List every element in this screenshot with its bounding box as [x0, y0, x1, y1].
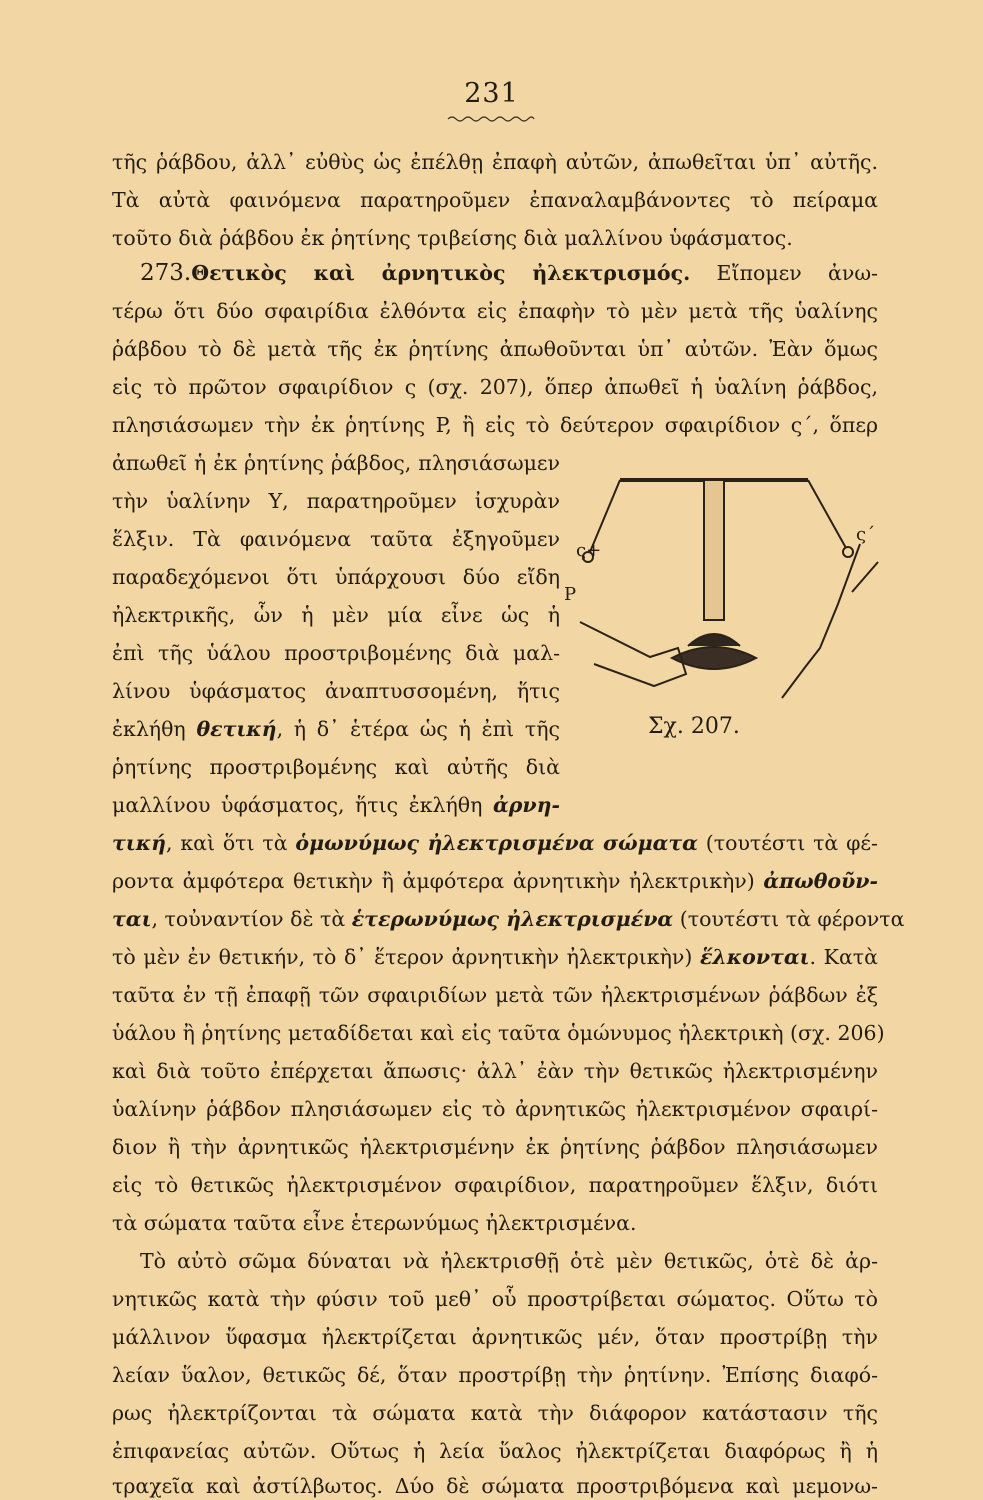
section-text: Εἴπομεν ἀνω- [690, 261, 878, 285]
text-line: ρως ἠλεκτρίζονται τὰ σώματα κατὰ τὴν διάφορον κατάστασιν τῆς [112, 1401, 878, 1425]
section-heading-line [140, 258, 878, 288]
term-unlike-charged: ἑτερωνύμως ἠλεκτρισμένα [351, 907, 674, 931]
text-line: διον ἢ τὴν ἀρνητικῶς ἠλεκτρισμένην ἐκ ῥητίνης ῥάβδον πλησιάσωμεν [112, 1135, 878, 1159]
text-line: ὑάλου ἢ ῥητίνης μεταδίδεται καὶ εἰς ταῦτα ὁμώνυμος ἠλεκτρικὴ (σχ. 206) [112, 1021, 885, 1045]
page-number-ornament [446, 114, 536, 124]
section-title: Θετικὸς καὶ ἀρνητικὸς ἠλεκτρισμός. [191, 261, 691, 285]
text-line: εἰς τὸ πρῶτον σφαιρίδιον ς (σχ. 207), ὅπερ ἀπωθεῖ ἡ ὑαλίνη ῥάβδος, [112, 375, 878, 399]
text-line: τική, καὶ ὅτι τὰ ὁμωνύμως ἠλεκτρισμένα σώματα (τουτέστι τὰ φέ- [112, 831, 878, 855]
text-line: τὸ μὲν ἐν θετικήν, τὸ δ᾿ ἕτερον ἀρνητικὴν ἠλεκτρικὴν) ἕλκονται. Κατὰ [112, 945, 878, 969]
figure-label-ball-right: ς΄ [856, 524, 876, 545]
figure-label-rod-left: P [564, 584, 577, 605]
text-line: νητικῶς κατὰ τὴν φύσιν τοῦ μεθ᾿ οὗ προστρίβεται σώματος. Οὕτω τὸ [112, 1287, 878, 1311]
text-line: ἕλξιν. Τὰ φαινόμενα ταῦτα ἐξηγοῦμεν [112, 527, 560, 551]
section-number: 273. [140, 260, 192, 286]
text-line: τὰ σώματα ταῦτα εἶνε ἑτερωνύμως ἠλεκτρισμένα. [112, 1211, 637, 1235]
text-line: τὴν ὑαλίνην Υ, παρατηροῦμεν ἰσχυρὰν [112, 489, 560, 513]
text-line: ροντα ἀμφότερα θετικὴν ἢ ἀμφότερα ἀρνητικὴν ἠλεκτρικὴν) ἀπωθοῦν- [112, 869, 878, 893]
text-line: πλησιάσωμεν τὴν ἐκ ῥητίνης P, ἢ εἰς τὸ δεύτερον σφαιρίδιον ς΄, ὅπερ [112, 413, 878, 437]
text-line: ὑαλίνην ῥάβδον πλησιάσωμεν εἰς τὸ ἀρνητικῶς ἠλεκτρισμένον σφαιρί- [112, 1097, 878, 1121]
text-line: λίνου ὑφάσματος ἀναπτυσσομένη, ἥτις [112, 679, 560, 703]
text-line: μαλλίνου ὑφάσματος, ἥτις ἐκλήθη ἀρνη- [112, 793, 560, 817]
text-line: ἠλεκτρικῆς, ὧν ἡ μὲν μία εἶνε ὡς ἡ [112, 603, 560, 627]
text-line: ται, τοὐναντίον δὲ τὰ ἑτερωνύμως ἠλεκτρισμένα (τουτέστι τὰ φέροντα [112, 907, 905, 931]
text-line: τοῦτο διὰ ῥάβδου ἐκ ῥητίνης τριβείσης διὰ μαλλίνου ὑφάσματος. [112, 226, 793, 250]
text-line: ἀπωθεῖ ἡ ἐκ ῥητίνης ῥάβδος, πλησιάσωμεν [112, 451, 560, 475]
page-number: 231 [464, 78, 519, 109]
text-line: τέρω ὅτι δύο σφαιρίδια ἐλθόντα εἰς ἐπαφὴν τὸ μὲν μετὰ τῆς ὑαλίνης [112, 299, 878, 323]
text-line: Τὰ αὐτὰ φαινόμενα παρατηροῦμεν ἐπαναλαμβάνοντες τὸ πείραμα [112, 188, 878, 212]
text-line: ἐπὶ τῆς ὑάλου προστριβομένης διὰ μαλ- [112, 641, 560, 665]
text-line: ταῦτα ἐν τῇ ἐπαφῇ τῶν σφαιριδίων μετὰ τῶν ἠλεκτρισμένων ῥάβδων ἐξ [112, 983, 878, 1007]
text-line: ῥητίνης προστριβομένης καὶ αὐτῆς διὰ [112, 755, 560, 779]
text-line: τῆς ῥάβδου, ἀλλ᾿ εὐθὺς ὡς ἐπέλθῃ ἐπαφὴ αὐτῶν, ἀπωθεῖται ὑπ᾿ αὐτῆς. [112, 150, 878, 174]
text-line: καὶ διὰ τοῦτο ἐπέρχεται ἄπωσις· ἀλλ᾿ ἐὰν τὴν θετικῶς ἠλεκτρισμένην [112, 1059, 878, 1083]
term-attract: ἕλκονται [699, 945, 810, 969]
term-positive: θετική [196, 717, 277, 741]
figure-label-ball-left: ς+ [576, 540, 602, 561]
text-line: ἐκλήθη θετική, ἡ δ᾿ ἑτέρα ὡς ἡ ἐπὶ τῆς [112, 717, 560, 741]
term-repel: ἀπωθοῦν- [763, 869, 878, 893]
text-line: μάλλινον ὕφασμα ἠλεκτρίζεται ἀρνητικῶς μέν, ὅταν προστρίβῃ τὴν [112, 1325, 878, 1349]
text-line: τραχεῖα καὶ ἀστίλβωτος. Δύο δὲ σώματα προστριβόμενα καὶ μεμονω- [112, 1474, 878, 1498]
term-negative: ἀρνη- [492, 793, 560, 817]
term-like-charged: ὁμωνύμως ἠλεκτρισμένα σώματα [295, 831, 698, 855]
pendulum-figure [560, 452, 882, 722]
text-line: Τὸ αὐτὸ σῶμα δύναται νὰ ἠλεκτρισθῇ ὁτὲ μὲν θετικῶς, ὁτὲ δὲ ἀρ- [140, 1249, 878, 1273]
text-line: ῥάβδου τὸ δὲ μετὰ τῆς ἐκ ῥητίνης ἀπωθοῦνται ὑπ᾿ αὐτῶν. Ἐὰν ὅμως [112, 337, 878, 361]
text-line: λείαν ὕαλον, θετικῶς δέ, ὅταν προστρίβῃ τὴν ῥητίνην. Ἐπίσης διαφό- [112, 1363, 878, 1387]
text-line: παραδεχόμενοι ὅτι ὑπάρχουσι δύο εἴδη [112, 565, 560, 589]
text-line: ἐπιφανείας αὐτῶν. Οὕτως ἡ λεία ὕαλος ἠλεκτρίζεται διαφόρως ἢ ἡ [112, 1439, 878, 1463]
figure-caption: Σχ. 207. [648, 714, 740, 739]
text-line: εἰς τὸ θετικῶς ἠλεκτρισμένον σφαιρίδιον, παρατηροῦμεν ἕλξιν, διότι [112, 1173, 878, 1197]
